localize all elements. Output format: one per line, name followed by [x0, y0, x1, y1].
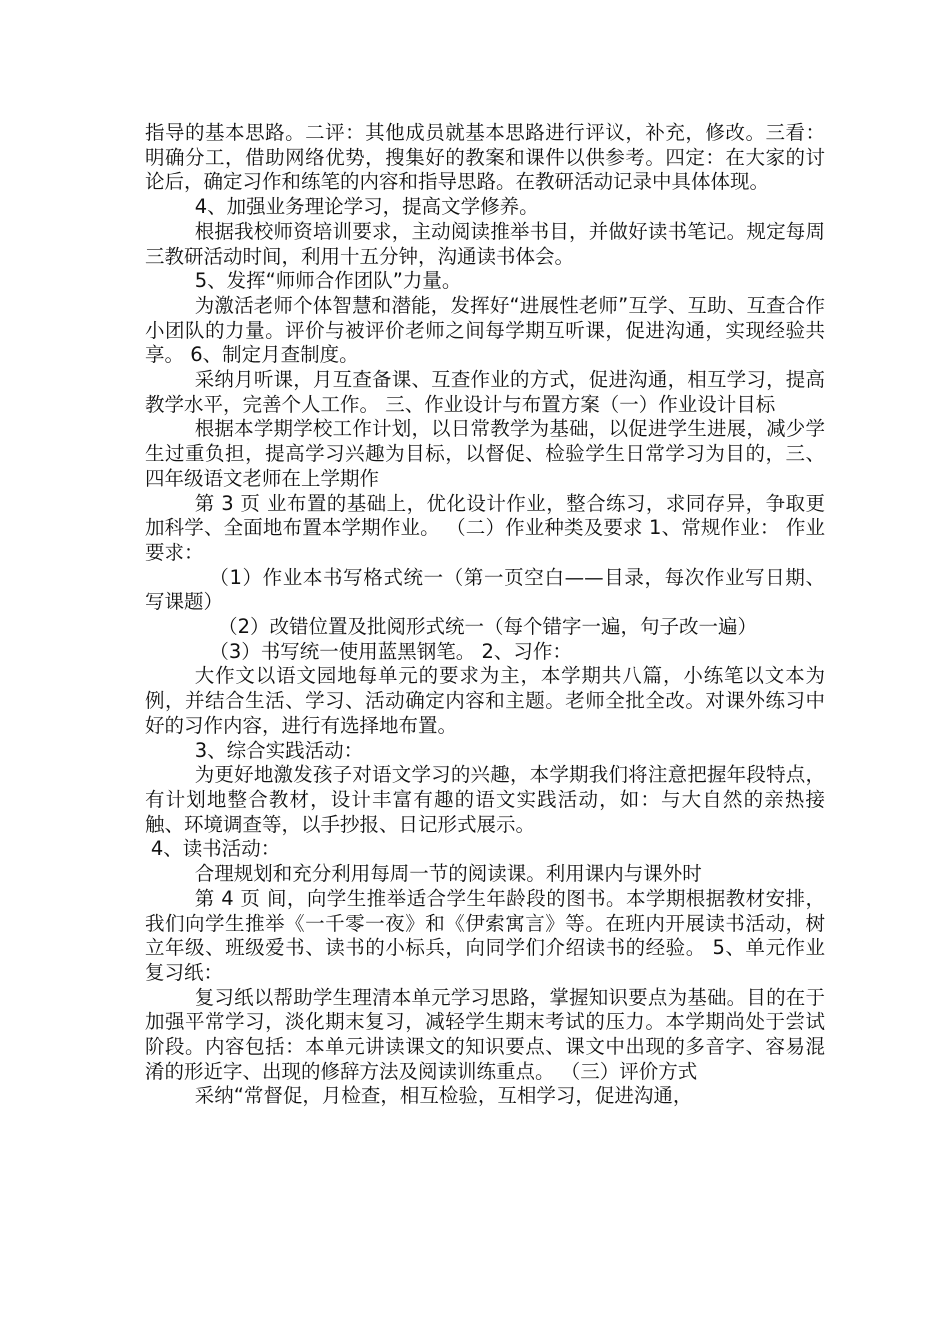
paragraph: 采纳月听课，月互查备课、互查作业的方式，促进沟通，相互学习，提高教学水平，完善个人工作。 三、作业设计与布置方案（一）作业设计目标	[145, 368, 825, 416]
paragraph: 为更好地激发孩子对语文学习的兴趣，本学期我们将注意把握年段特点，有计划地整合教材，设计丰富有趣的语文实践活动，如：与大自然的亲热接触、环境调查等，以手抄报、日记形式展示。	[145, 763, 825, 836]
paragraph: 根据我校师资培训要求，主动阅读推举书目，并做好读书笔记。规定每周三教研活动时间，利用十五分钟，沟通读书体会。	[145, 219, 825, 268]
list-item: （3）书写统一使用蓝黑钢笔。 2、习作：	[209, 639, 572, 663]
section-heading: 4、加强业务理论学习，提高文学修养。	[194, 195, 539, 219]
paragraph-with-page-number: 第 3 页 业布置的基础上，优化设计作业，整合练习，求同存异，争取更加科学、全面地布置本学期作业。 （二）作业种类及要求 1、常规作业： 作业要求：	[145, 491, 825, 564]
paragraph: 合理规划和充分利用每周一节的阅读课。利用课内与课外时	[194, 862, 702, 886]
paragraph: 采纳“常督促，月检查，相互检验，互相学习，促进沟通，	[194, 1084, 693, 1108]
list-item: （2）改错位置及批阅形式统一（每个错字一遍，句子改一遍）	[218, 615, 758, 639]
section-heading: 5、发挥“师师合作团队”力量。	[194, 269, 462, 293]
paragraph: 复习纸以帮助学生理清本单元学习思路，掌握知识要点为基础。目的在于加强平常学习，淡化期末复习，减轻学生期末考试的压力。本学期尚处于尝试阶段。内容包括：本单元讲读课文的知识要点、课文中出现的多音字、容易混淆的形近字、出现的修辞方法及阅读训练重点。 （三）评价方式	[145, 985, 825, 1083]
paragraph-with-page-number: 第 4 页 间，向学生推举适合学生年龄段的图书。本学期根据教材安排，我们向学生推举《一千零一夜》和《伊索寓言》等。在班内开展读书活动，树立年级、班级爱书、读书的小标兵，向同学们介绍读书的经验。 5、单元作业复习纸：	[145, 886, 825, 984]
section-heading: 4、读书活动：	[150, 837, 281, 861]
section-heading: 3、综合实践活动：	[194, 738, 364, 762]
paragraph: 为激活老师个体智慧和潜能，发挥好“进展性老师”互学、互助、互查合作小团队的力量。评价与被评价老师之间每学期互听课，促进沟通，实现经验共享。 6、制定月查制度。	[145, 293, 825, 367]
document-body	[145, 121, 825, 1109]
paragraph: 指导的基本思路。二评：其他成员就基本思路进行评议，补充，修改。三看：明确分工，借助网络优势，搜集好的教案和课件以供参考。四定：在大家的讨论后，确定习作和练笔的内容和指导思路。在教研活动记录中具体体现。	[145, 121, 825, 194]
list-item: （1）作业本书写格式统一（第一页空白——目录，每次作业写日期、写课题）	[145, 565, 825, 614]
paragraph: 大作文以语文园地每单元的要求为主，本学期共八篇，小练笔以文本为例，并结合生活、学习、活动确定内容和主题。老师全批全改。对课外练习中好的习作内容，进行有选择地布置。	[145, 664, 825, 737]
paragraph: 根据本学期学校工作计划，以日常教学为基础，以促进学生进展，减少学生过重负担，提高学习兴趣为目标，以督促、检验学生日常学习为目的，三、四年级语文老师在上学期作	[145, 417, 825, 490]
